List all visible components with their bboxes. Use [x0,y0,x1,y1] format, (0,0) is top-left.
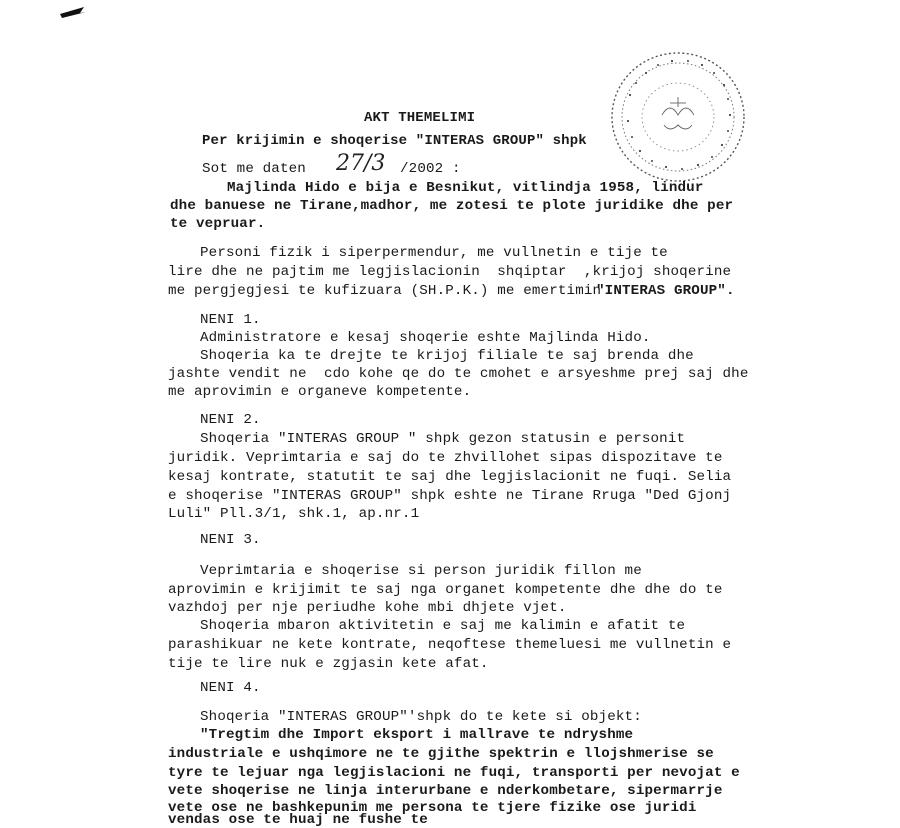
article-line: Luli" Pll.3/1, shk.1, ap.nr.1 [168,506,420,522]
intro-line: dhe banuese ne Tirane,madhor, me zotesi te plote juridike dhe per [170,198,734,214]
article-heading: NENI 2. [200,412,261,428]
article-line: "Tregtim dhe Import eksport i mallrave te ndryshme [200,727,634,743]
date-prefix: Sot me daten [202,161,306,177]
article-line: me aprovimin e organeve kompetente. [168,384,472,400]
article-line: industriale e ushqimore ne te gjithe spektrin e llojshmerise se [168,746,714,762]
official-seal-stamp [600,45,750,185]
article-line: e shoqerise "INTERAS GROUP" shpk eshte ne Tirane Rruga "Ded Gjonj [168,488,732,504]
article-line: Shoqeria "INTERAS GROUP " shpk gezon statusin e personit [200,431,686,447]
date-suffix: /2002 : [400,161,461,177]
article-heading: NENI 4. [200,680,261,696]
article-line: Veprimtaria e shoqerise si person juridik fillon me [200,563,642,579]
document-subtitle: Per krijimin e shoqerise "INTERAS GROUP" shpk [202,133,587,149]
article-line: vazhdoj per nje periudhe kohe mbi dhjete vjet. [168,600,567,616]
article-line: jashte vendit ne cdo kohe qe do te cmohet e arsyeshme prej saj dhe [168,366,749,382]
article-heading: NENI 3. [200,532,261,548]
company-name: "INTERAS GROUP". [596,283,735,299]
article-line: Shoqeria mbaron aktivitetin e saj me kalimin e afatit te [200,618,686,634]
paragraph-line: Personi fizik i siperpermendur, me vullnetin e tije te [200,245,668,261]
article-line: parashikuar ne kete kontrate, neqoftese themeluesi me vullnetin e [168,637,732,653]
article-line: kesaj kontrate, statutit te saj dhe legjislacionit ne fuqi. Selia [168,469,732,485]
corner-mark-icon [58,4,88,20]
article-line: tyre te lejuar nga legjislacioni ne fuqi, transporti per nevojat e [168,765,740,781]
article-line: vete shoqerise ne linja interurbane e nderkombetare, sipermarrje [168,783,723,799]
article-heading: NENI 1. [200,312,261,328]
paragraph-line: lire dhe ne pajtim me legjislacionin shqiptar ,krijoj shoqerine [168,264,732,280]
article-line-cutoff: vendas ose te huaj ne fushe te [168,812,428,828]
intro-line: Majlinda Hido e bija e Besnikut, vitlindja 1958, lindur [227,180,704,196]
article-line: Administratore e kesaj shoqerie eshte Majlinda Hido. [200,330,651,346]
intro-line: te vepruar. [170,216,266,232]
article-line: vete ose ne bashkepunim me persona te tjere fizike ose juridi [168,800,697,816]
article-line: Shoqeria ka te drejte te krijoj filiale te saj brenda dhe [200,348,694,364]
article-line: tije te lire nuk e zgjasin kete afat. [168,656,489,672]
handwritten-date: 27/3 [336,151,386,176]
paragraph-line: me pergjegjesi te kufizuara (SH.P.K.) me emertimin [168,283,602,299]
document-title: AKT THEMELIMI [364,110,476,126]
article-line: aprovimin e krijimit te saj nga organet kompetente dhe dhe do te [168,582,723,598]
article-line: juridik. Veprimtaria e saj do te zhvillohet sipas dispozitave te [168,450,723,466]
article-intro: Shoqeria "INTERAS GROUP"'shpk do te kete si objekt: [200,709,642,725]
